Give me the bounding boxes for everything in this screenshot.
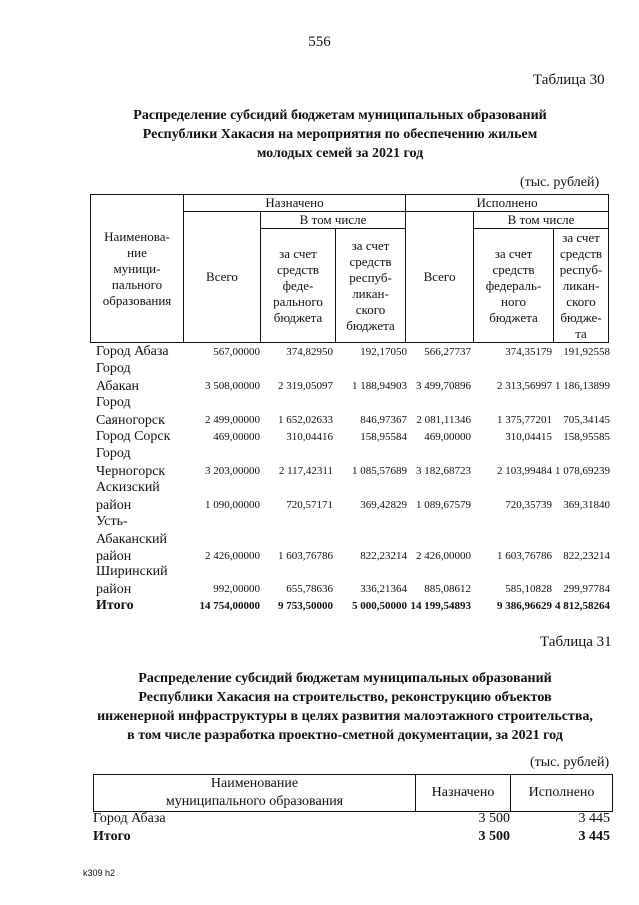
table-30-label: Таблица 30: [533, 72, 605, 88]
header-name: Наименова- ние муници- пального образования: [91, 195, 184, 343]
header-executed-incl: В том числе: [474, 212, 609, 229]
table-31-label: Таблица 31: [540, 634, 612, 650]
table-row-assigned: 3 500: [478, 811, 510, 826]
header-executed: Исполнено: [511, 775, 613, 812]
header-rep-executed: за счет средств респуб- ликан- ского бюдже- та: [554, 229, 609, 343]
header-rep-assigned: за счет средств респуб- ликан- ского бюджета: [336, 229, 406, 343]
header-executed: Исполнено: [406, 195, 609, 212]
header-fed-executed: за счет средств федераль- ного бюджета: [474, 229, 554, 343]
table-row-name: Город Абаза: [93, 811, 166, 826]
table-30-unit: (тыс. рублей): [520, 175, 600, 190]
header-assigned: Назначено: [416, 775, 511, 812]
table-row-executed: 3 445: [578, 811, 610, 826]
header-assigned: Назначено: [184, 195, 406, 212]
table-31-header: [93, 774, 613, 812]
table-31-title: Распределение субсидий бюджетам муниципальных образований Республики Хакасия на строительство, реконструкцию объектов инженерной инфраструктуры в целях развития малоэтажного строительства, в том числе разработка проектно-сметной документации, за 2021 год: [97, 671, 593, 743]
table-30-header: [90, 194, 609, 343]
header-fed-assigned: за счет средств феде- рального бюджета: [261, 229, 336, 343]
table-30-title: Распределение субсидий бюджетам муниципальных образований Республики Хакасия на мероприятия по обеспечению жильем молодых семей за 2021 год: [133, 108, 547, 161]
table-31-unit: (тыс. рублей): [530, 755, 610, 770]
footer-code: k309 h2: [83, 868, 116, 878]
page-number: 556: [308, 34, 331, 50]
header-assigned-incl: В том числе: [261, 212, 406, 229]
header-assigned-total: Всего: [184, 212, 261, 343]
header-executed-total: Всего: [406, 212, 474, 343]
table-total-executed: 3 445: [578, 829, 610, 844]
table-total-assigned: 3 500: [478, 829, 510, 844]
header-name: Наименование муниципального образования: [94, 775, 416, 812]
table-total-name: Итого: [93, 829, 131, 844]
